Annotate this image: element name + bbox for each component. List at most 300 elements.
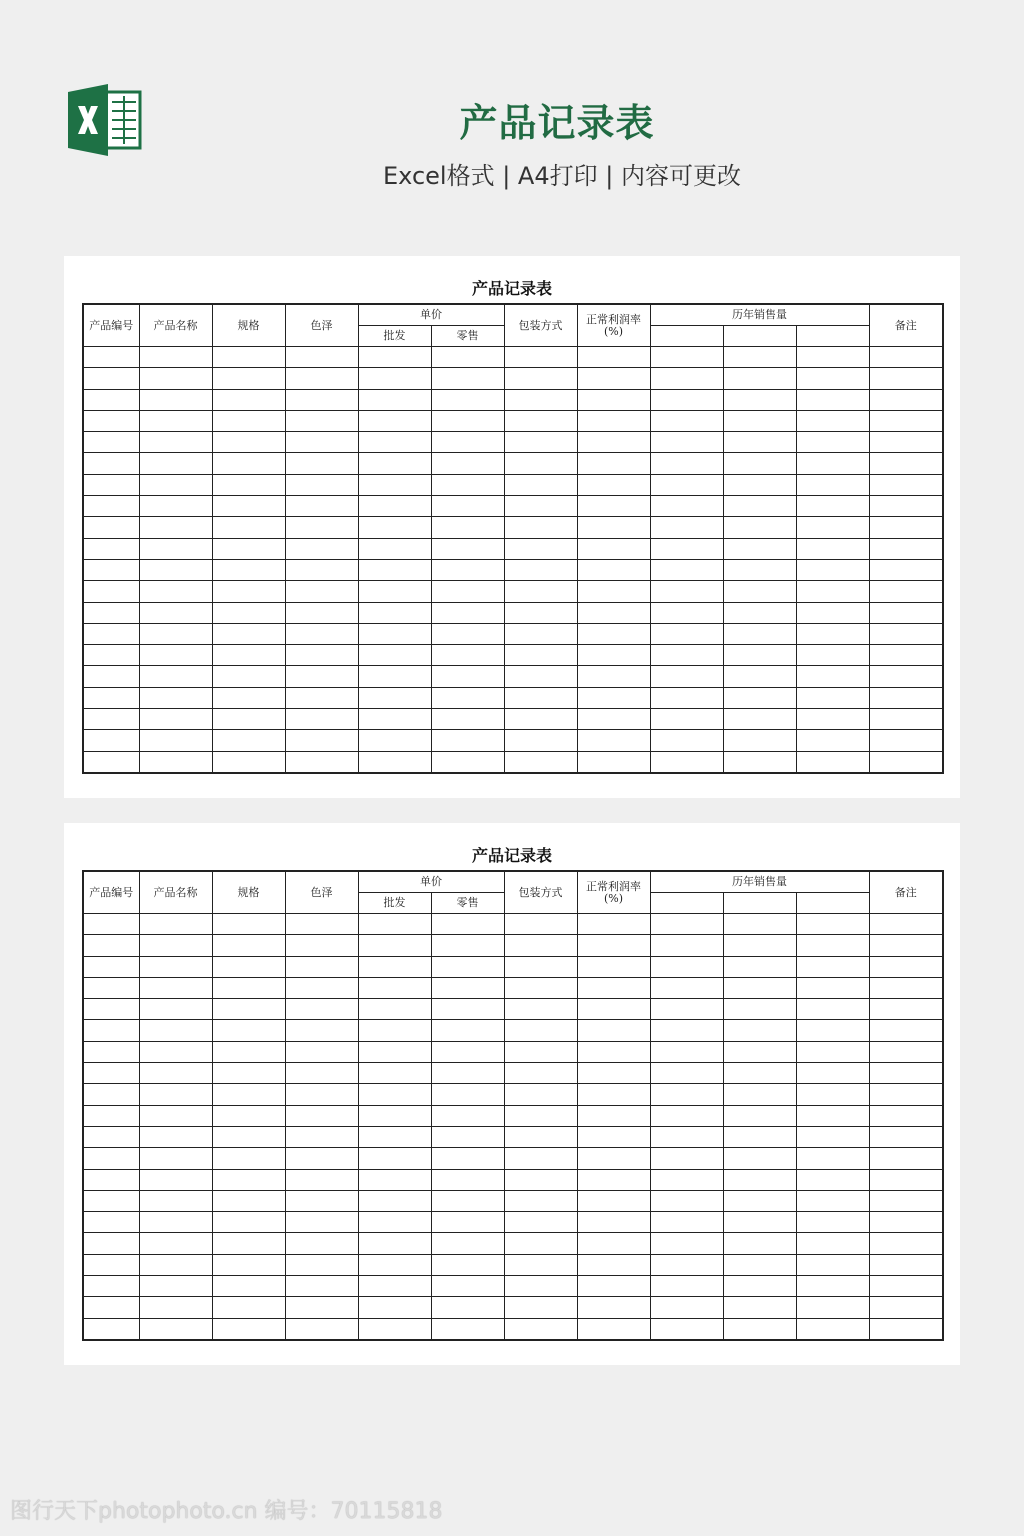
- table-cell[interactable]: [358, 453, 431, 474]
- table-cell[interactable]: [83, 1148, 139, 1169]
- table-cell[interactable]: [869, 538, 943, 559]
- table-cell[interactable]: [869, 1169, 943, 1190]
- table-cell[interactable]: [358, 347, 431, 368]
- table-cell[interactable]: [723, 389, 796, 410]
- table-cell[interactable]: [83, 977, 139, 998]
- table-cell[interactable]: [796, 687, 869, 708]
- table-cell[interactable]: [431, 389, 504, 410]
- table-cell[interactable]: [139, 496, 212, 517]
- table-cell[interactable]: [577, 1297, 650, 1318]
- table-cell[interactable]: [796, 645, 869, 666]
- table-cell[interactable]: [212, 1190, 285, 1211]
- table-cell[interactable]: [723, 1254, 796, 1275]
- table-cell[interactable]: [212, 645, 285, 666]
- table-cell[interactable]: [504, 496, 577, 517]
- table-cell[interactable]: [650, 1063, 723, 1084]
- table-cell[interactable]: [83, 1254, 139, 1275]
- table-cell[interactable]: [431, 1297, 504, 1318]
- table-cell[interactable]: [83, 559, 139, 580]
- table-cell[interactable]: [139, 666, 212, 687]
- table-cell[interactable]: [869, 977, 943, 998]
- table-cell[interactable]: [869, 1041, 943, 1062]
- table-cell[interactable]: [577, 1020, 650, 1041]
- table-cell[interactable]: [577, 1063, 650, 1084]
- table-cell[interactable]: [83, 368, 139, 389]
- table-cell[interactable]: [796, 1297, 869, 1318]
- table-cell[interactable]: [285, 1105, 358, 1126]
- table-cell[interactable]: [869, 1233, 943, 1254]
- table-cell[interactable]: [796, 999, 869, 1020]
- table-cell[interactable]: [504, 687, 577, 708]
- table-cell[interactable]: [212, 730, 285, 751]
- table-cell[interactable]: [504, 1148, 577, 1169]
- table-cell[interactable]: [358, 1212, 431, 1233]
- table-cell[interactable]: [139, 389, 212, 410]
- table-cell[interactable]: [869, 368, 943, 389]
- table-cell[interactable]: [212, 1276, 285, 1297]
- table-cell[interactable]: [869, 1084, 943, 1105]
- table-cell[interactable]: [285, 1318, 358, 1340]
- table-cell[interactable]: [650, 559, 723, 580]
- table-cell[interactable]: [796, 538, 869, 559]
- table-cell[interactable]: [212, 1148, 285, 1169]
- table-cell[interactable]: [83, 538, 139, 559]
- table-cell[interactable]: [212, 1105, 285, 1126]
- table-cell[interactable]: [796, 977, 869, 998]
- table-cell[interactable]: [504, 1190, 577, 1211]
- table-cell[interactable]: [285, 1084, 358, 1105]
- table-cell[interactable]: [358, 1190, 431, 1211]
- table-cell[interactable]: [723, 666, 796, 687]
- table-cell[interactable]: [139, 1169, 212, 1190]
- table-cell[interactable]: [504, 1105, 577, 1126]
- table-cell[interactable]: [212, 1041, 285, 1062]
- table-cell[interactable]: [83, 687, 139, 708]
- table-cell[interactable]: [869, 999, 943, 1020]
- table-cell[interactable]: [723, 645, 796, 666]
- table-cell[interactable]: [212, 1126, 285, 1147]
- table-cell[interactable]: [577, 1254, 650, 1275]
- table-cell[interactable]: [577, 935, 650, 956]
- table-cell[interactable]: [796, 1276, 869, 1297]
- table-cell[interactable]: [431, 1276, 504, 1297]
- table-cell[interactable]: [83, 1020, 139, 1041]
- table-cell[interactable]: [869, 1212, 943, 1233]
- table-cell[interactable]: [285, 347, 358, 368]
- table-cell[interactable]: [796, 1063, 869, 1084]
- table-cell[interactable]: [723, 602, 796, 623]
- table-cell[interactable]: [504, 347, 577, 368]
- table-cell[interactable]: [796, 623, 869, 644]
- table-cell[interactable]: [358, 1297, 431, 1318]
- table-cell[interactable]: [796, 914, 869, 935]
- table-cell[interactable]: [869, 1126, 943, 1147]
- table-cell[interactable]: [212, 432, 285, 453]
- table-cell[interactable]: [212, 496, 285, 517]
- table-cell[interactable]: [83, 1169, 139, 1190]
- table-cell[interactable]: [212, 1020, 285, 1041]
- table-cell[interactable]: [431, 1254, 504, 1275]
- table-cell[interactable]: [212, 956, 285, 977]
- table-cell[interactable]: [650, 709, 723, 730]
- table-cell[interactable]: [212, 1169, 285, 1190]
- table-cell[interactable]: [650, 1020, 723, 1041]
- table-cell[interactable]: [504, 623, 577, 644]
- table-cell[interactable]: [285, 1190, 358, 1211]
- table-cell[interactable]: [83, 623, 139, 644]
- table-cell[interactable]: [431, 1169, 504, 1190]
- table-cell[interactable]: [431, 687, 504, 708]
- table-cell[interactable]: [285, 1297, 358, 1318]
- table-cell[interactable]: [650, 935, 723, 956]
- table-cell[interactable]: [139, 1318, 212, 1340]
- table-cell[interactable]: [431, 559, 504, 580]
- table-cell[interactable]: [723, 751, 796, 773]
- table-cell[interactable]: [723, 1020, 796, 1041]
- table-cell[interactable]: [577, 496, 650, 517]
- table-cell[interactable]: [431, 914, 504, 935]
- table-cell[interactable]: [723, 977, 796, 998]
- table-cell[interactable]: [504, 1318, 577, 1340]
- table-cell[interactable]: [504, 1233, 577, 1254]
- table-cell[interactable]: [139, 1212, 212, 1233]
- table-cell[interactable]: [723, 687, 796, 708]
- table-cell[interactable]: [285, 559, 358, 580]
- table-cell[interactable]: [650, 1254, 723, 1275]
- table-cell[interactable]: [577, 956, 650, 977]
- table-cell[interactable]: [650, 389, 723, 410]
- table-cell[interactable]: [650, 645, 723, 666]
- table-cell[interactable]: [83, 453, 139, 474]
- table-cell[interactable]: [869, 496, 943, 517]
- table-cell[interactable]: [431, 538, 504, 559]
- table-cell[interactable]: [869, 1318, 943, 1340]
- table-cell[interactable]: [796, 751, 869, 773]
- table-cell[interactable]: [504, 1020, 577, 1041]
- table-cell[interactable]: [212, 602, 285, 623]
- table-cell[interactable]: [358, 687, 431, 708]
- table-cell[interactable]: [431, 432, 504, 453]
- table-cell[interactable]: [431, 1318, 504, 1340]
- table-cell[interactable]: [504, 581, 577, 602]
- table-cell[interactable]: [83, 1084, 139, 1105]
- table-cell[interactable]: [212, 559, 285, 580]
- table-cell[interactable]: [504, 474, 577, 495]
- table-cell[interactable]: [650, 666, 723, 687]
- table-cell[interactable]: [358, 1276, 431, 1297]
- table-cell[interactable]: [869, 1148, 943, 1169]
- table-cell[interactable]: [83, 645, 139, 666]
- table-cell[interactable]: [212, 389, 285, 410]
- table-cell[interactable]: [285, 389, 358, 410]
- table-cell[interactable]: [650, 1169, 723, 1190]
- table-cell[interactable]: [83, 751, 139, 773]
- table-cell[interactable]: [285, 410, 358, 431]
- table-cell[interactable]: [139, 1190, 212, 1211]
- table-cell[interactable]: [285, 956, 358, 977]
- table-cell[interactable]: [139, 687, 212, 708]
- table-cell[interactable]: [504, 559, 577, 580]
- table-cell[interactable]: [431, 623, 504, 644]
- table-cell[interactable]: [285, 666, 358, 687]
- table-cell[interactable]: [285, 496, 358, 517]
- table-cell[interactable]: [723, 410, 796, 431]
- table-cell[interactable]: [869, 1020, 943, 1041]
- table-cell[interactable]: [285, 709, 358, 730]
- table-cell[interactable]: [212, 914, 285, 935]
- table-cell[interactable]: [431, 1212, 504, 1233]
- table-cell[interactable]: [650, 956, 723, 977]
- table-cell[interactable]: [83, 999, 139, 1020]
- table-cell[interactable]: [650, 1126, 723, 1147]
- table-cell[interactable]: [358, 410, 431, 431]
- table-cell[interactable]: [358, 1254, 431, 1275]
- table-cell[interactable]: [285, 474, 358, 495]
- table-cell[interactable]: [358, 935, 431, 956]
- table-cell[interactable]: [577, 999, 650, 1020]
- table-cell[interactable]: [577, 1041, 650, 1062]
- table-cell[interactable]: [796, 1233, 869, 1254]
- table-cell[interactable]: [358, 1126, 431, 1147]
- table-cell[interactable]: [212, 709, 285, 730]
- table-cell[interactable]: [796, 1254, 869, 1275]
- table-cell[interactable]: [139, 914, 212, 935]
- table-cell[interactable]: [796, 1041, 869, 1062]
- table-cell[interactable]: [212, 977, 285, 998]
- table-cell[interactable]: [431, 1126, 504, 1147]
- table-cell[interactable]: [212, 623, 285, 644]
- table-cell[interactable]: [285, 935, 358, 956]
- table-cell[interactable]: [358, 977, 431, 998]
- table-cell[interactable]: [139, 709, 212, 730]
- table-cell[interactable]: [869, 1297, 943, 1318]
- table-cell[interactable]: [504, 751, 577, 773]
- table-cell[interactable]: [723, 1084, 796, 1105]
- table-cell[interactable]: [650, 999, 723, 1020]
- table-cell[interactable]: [431, 410, 504, 431]
- table-cell[interactable]: [358, 1318, 431, 1340]
- table-cell[interactable]: [796, 1212, 869, 1233]
- table-cell[interactable]: [577, 1169, 650, 1190]
- table-cell[interactable]: [212, 347, 285, 368]
- table-cell[interactable]: [139, 751, 212, 773]
- table-cell[interactable]: [285, 1126, 358, 1147]
- table-cell[interactable]: [431, 999, 504, 1020]
- table-cell[interactable]: [796, 935, 869, 956]
- table-cell[interactable]: [285, 1020, 358, 1041]
- table-cell[interactable]: [285, 368, 358, 389]
- table-cell[interactable]: [723, 1318, 796, 1340]
- table-cell[interactable]: [723, 432, 796, 453]
- table-cell[interactable]: [650, 1212, 723, 1233]
- table-cell[interactable]: [83, 602, 139, 623]
- table-cell[interactable]: [212, 410, 285, 431]
- table-cell[interactable]: [869, 1276, 943, 1297]
- table-cell[interactable]: [796, 389, 869, 410]
- table-cell[interactable]: [869, 347, 943, 368]
- table-cell[interactable]: [577, 1148, 650, 1169]
- table-cell[interactable]: [723, 453, 796, 474]
- table-cell[interactable]: [650, 1233, 723, 1254]
- table-cell[interactable]: [358, 581, 431, 602]
- table-cell[interactable]: [577, 1276, 650, 1297]
- table-cell[interactable]: [650, 1190, 723, 1211]
- table-cell[interactable]: [723, 956, 796, 977]
- table-cell[interactable]: [139, 1020, 212, 1041]
- table-cell[interactable]: [796, 453, 869, 474]
- table-cell[interactable]: [869, 956, 943, 977]
- table-cell[interactable]: [139, 347, 212, 368]
- table-cell[interactable]: [723, 1126, 796, 1147]
- table-cell[interactable]: [577, 368, 650, 389]
- table-cell[interactable]: [577, 602, 650, 623]
- table-cell[interactable]: [504, 999, 577, 1020]
- table-cell[interactable]: [504, 602, 577, 623]
- table-cell[interactable]: [83, 410, 139, 431]
- table-cell[interactable]: [358, 1233, 431, 1254]
- table-cell[interactable]: [83, 709, 139, 730]
- table-cell[interactable]: [139, 1233, 212, 1254]
- table-cell[interactable]: [83, 666, 139, 687]
- table-cell[interactable]: [212, 1212, 285, 1233]
- table-cell[interactable]: [285, 751, 358, 773]
- table-cell[interactable]: [723, 538, 796, 559]
- table-cell[interactable]: [358, 956, 431, 977]
- table-cell[interactable]: [358, 709, 431, 730]
- table-cell[interactable]: [723, 1169, 796, 1190]
- table-cell[interactable]: [869, 1063, 943, 1084]
- table-cell[interactable]: [577, 474, 650, 495]
- table-cell[interactable]: [83, 347, 139, 368]
- table-cell[interactable]: [83, 474, 139, 495]
- table-cell[interactable]: [577, 559, 650, 580]
- table-cell[interactable]: [431, 935, 504, 956]
- table-cell[interactable]: [723, 730, 796, 751]
- table-cell[interactable]: [796, 709, 869, 730]
- table-cell[interactable]: [723, 1233, 796, 1254]
- table-cell[interactable]: [796, 1169, 869, 1190]
- table-cell[interactable]: [504, 1126, 577, 1147]
- table-cell[interactable]: [650, 1041, 723, 1062]
- table-cell[interactable]: [504, 389, 577, 410]
- table-cell[interactable]: [431, 645, 504, 666]
- table-cell[interactable]: [577, 538, 650, 559]
- table-cell[interactable]: [431, 730, 504, 751]
- table-cell[interactable]: [869, 666, 943, 687]
- table-cell[interactable]: [431, 602, 504, 623]
- table-cell[interactable]: [358, 666, 431, 687]
- table-cell[interactable]: [139, 559, 212, 580]
- table-cell[interactable]: [869, 559, 943, 580]
- table-cell[interactable]: [796, 368, 869, 389]
- table-cell[interactable]: [796, 581, 869, 602]
- table-cell[interactable]: [577, 1212, 650, 1233]
- table-cell[interactable]: [577, 1318, 650, 1340]
- table-cell[interactable]: [796, 432, 869, 453]
- table-cell[interactable]: [83, 935, 139, 956]
- table-cell[interactable]: [723, 999, 796, 1020]
- table-cell[interactable]: [139, 730, 212, 751]
- table-cell[interactable]: [139, 1105, 212, 1126]
- table-cell[interactable]: [650, 517, 723, 538]
- table-cell[interactable]: [650, 368, 723, 389]
- table-cell[interactable]: [796, 517, 869, 538]
- table-cell[interactable]: [212, 666, 285, 687]
- table-cell[interactable]: [212, 1318, 285, 1340]
- table-cell[interactable]: [212, 1063, 285, 1084]
- table-cell[interactable]: [504, 1254, 577, 1275]
- table-cell[interactable]: [358, 474, 431, 495]
- table-cell[interactable]: [285, 581, 358, 602]
- table-cell[interactable]: [650, 410, 723, 431]
- table-cell[interactable]: [577, 581, 650, 602]
- table-cell[interactable]: [796, 1105, 869, 1126]
- table-cell[interactable]: [577, 432, 650, 453]
- table-cell[interactable]: [358, 999, 431, 1020]
- table-cell[interactable]: [285, 517, 358, 538]
- table-cell[interactable]: [577, 517, 650, 538]
- table-cell[interactable]: [83, 432, 139, 453]
- table-cell[interactable]: [358, 1105, 431, 1126]
- table-cell[interactable]: [83, 517, 139, 538]
- table-cell[interactable]: [723, 496, 796, 517]
- table-cell[interactable]: [212, 999, 285, 1020]
- table-cell[interactable]: [577, 453, 650, 474]
- table-cell[interactable]: [577, 623, 650, 644]
- table-cell[interactable]: [796, 1318, 869, 1340]
- table-cell[interactable]: [83, 956, 139, 977]
- table-cell[interactable]: [83, 1297, 139, 1318]
- table-cell[interactable]: [83, 1126, 139, 1147]
- table-cell[interactable]: [139, 1063, 212, 1084]
- table-cell[interactable]: [212, 1084, 285, 1105]
- table-cell[interactable]: [431, 496, 504, 517]
- table-cell[interactable]: [796, 559, 869, 580]
- table-cell[interactable]: [577, 977, 650, 998]
- table-cell[interactable]: [869, 1254, 943, 1275]
- table-cell[interactable]: [285, 645, 358, 666]
- table-cell[interactable]: [504, 730, 577, 751]
- table-cell[interactable]: [285, 999, 358, 1020]
- table-cell[interactable]: [139, 977, 212, 998]
- table-cell[interactable]: [796, 1020, 869, 1041]
- table-cell[interactable]: [431, 977, 504, 998]
- table-cell[interactable]: [83, 581, 139, 602]
- table-cell[interactable]: [358, 368, 431, 389]
- table-cell[interactable]: [577, 1105, 650, 1126]
- table-cell[interactable]: [83, 1233, 139, 1254]
- table-cell[interactable]: [869, 914, 943, 935]
- table-cell[interactable]: [504, 709, 577, 730]
- table-cell[interactable]: [650, 687, 723, 708]
- table-cell[interactable]: [431, 956, 504, 977]
- table-cell[interactable]: [83, 496, 139, 517]
- table-cell[interactable]: [650, 496, 723, 517]
- table-cell[interactable]: [723, 1212, 796, 1233]
- table-cell[interactable]: [358, 496, 431, 517]
- table-cell[interactable]: [869, 474, 943, 495]
- table-cell[interactable]: [796, 1126, 869, 1147]
- table-cell[interactable]: [139, 999, 212, 1020]
- table-cell[interactable]: [504, 453, 577, 474]
- table-cell[interactable]: [577, 410, 650, 431]
- table-cell[interactable]: [504, 1169, 577, 1190]
- table-cell[interactable]: [869, 935, 943, 956]
- table-cell[interactable]: [83, 1190, 139, 1211]
- table-cell[interactable]: [139, 517, 212, 538]
- table-cell[interactable]: [869, 1105, 943, 1126]
- table-cell[interactable]: [869, 645, 943, 666]
